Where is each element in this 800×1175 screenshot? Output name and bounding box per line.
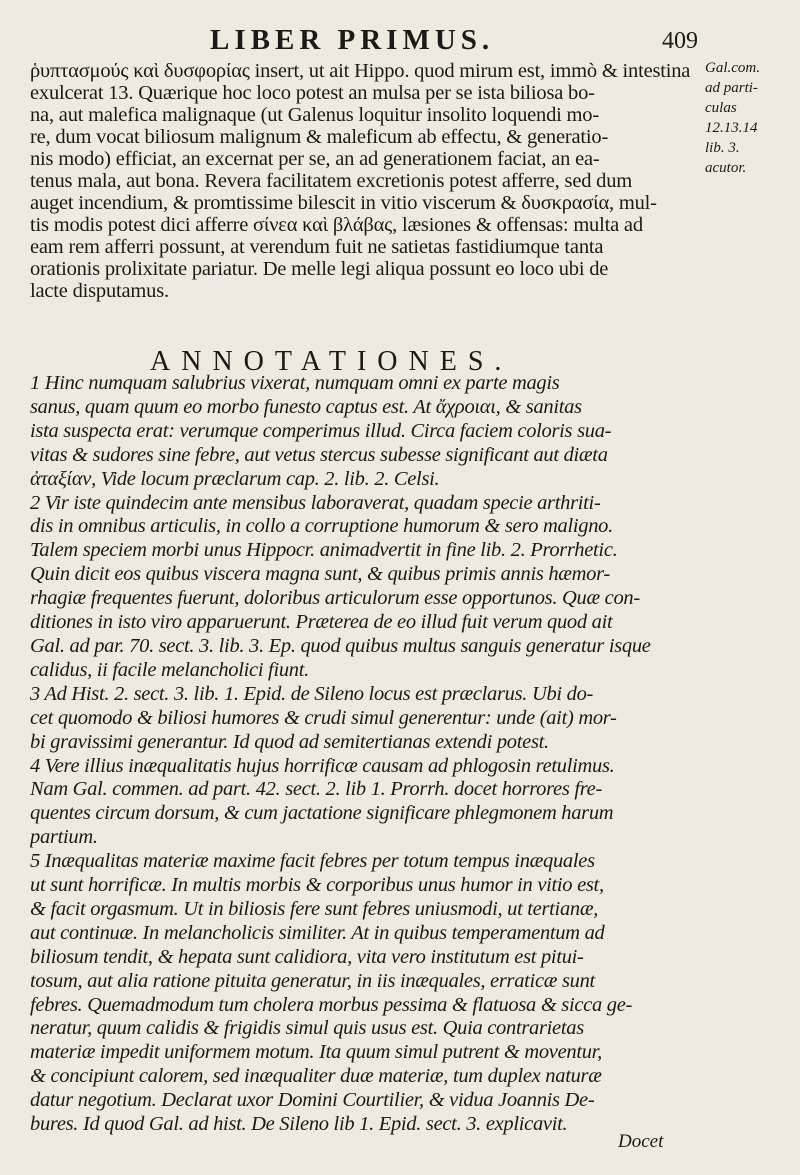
text-line: nis modo) efficiat, an excernat per se, an ad generationem faciat, an ea- bbox=[30, 148, 600, 170]
annotation-line: vitas & sudores sine febre, aut vetus stercus subesse significant aut diæta bbox=[30, 443, 608, 466]
text-line: lacte disputamus. bbox=[30, 280, 169, 302]
running-head-title: LIBER PRIMUS. bbox=[210, 24, 495, 56]
annotation-line: dis in omnibus articulis, in collo a corruptione humorum & sero maligno. bbox=[30, 515, 613, 538]
annotation-line: & facit orgasmum. Ut in biliosis fere sunt febres uniusmodi, ut tertianæ, bbox=[30, 897, 599, 920]
annotation-line: datur negotium. Declarat uxor Domini Courtilier, & vidua Joannis De- bbox=[30, 1089, 595, 1112]
annotation-line: 4 Vere illius inæqualitatis hujus horrificæ causam ad phlogosin retulimus. bbox=[30, 754, 615, 777]
annotation-line: Nam Gal. commen. ad part. 42. sect. 2. lib 1. Prorrh. docet horrores fre- bbox=[30, 778, 602, 801]
annotation-line: aut continuæ. In melancholicis similiter. At in quibus temperamentum ad bbox=[30, 921, 605, 944]
annotation-line: & concipiunt calorem, sed inæqualiter duæ materiæ, tum duplex naturæ bbox=[30, 1065, 602, 1088]
annotation-line: cet quomodo & biliosi humores & crudi simul generentur: unde (ait) mor- bbox=[30, 706, 617, 729]
marginal-note-line: ad parti- bbox=[705, 80, 758, 96]
annotation-line: partium. bbox=[30, 826, 98, 849]
annotation-line: sanus, quam quum eo morbo funesto captus est. At ἄχροιαι, & sanitas bbox=[30, 395, 582, 418]
annotation-line: rhagiæ frequentes fuerunt, doloribus articulorum esse opportunos. Quæ con- bbox=[30, 587, 640, 610]
text-line: exulcerat 13. Quærique hoc loco potest an mulsa per se ista biliosa bo- bbox=[30, 82, 595, 104]
annotation-line: quentes circum dorsum, & cum jactatione significare phlegmonem harum bbox=[30, 802, 614, 825]
annotation-line: febres. Quemadmodum tum cholera morbus pessima & flatuosa & sicca ge- bbox=[30, 993, 633, 1016]
text-line: na, aut malefica malignaque (ut Galenus loquitur insolito loquendi mo- bbox=[30, 104, 599, 126]
marginal-note-line: 12.13.14 bbox=[705, 120, 758, 136]
annotation-line: materiæ impedit uniformem motum. Ita quum simul putrent & moventur, bbox=[30, 1041, 602, 1064]
marginal-note-line: acutor. bbox=[705, 160, 747, 176]
annotation-line: 3 Ad Hist. 2. sect. 3. lib. 1. Epid. de Sileno locus est præclarus. Ubi do- bbox=[30, 682, 594, 705]
text-line: tis modis potest dici afferre σίνεα καὶ βλάβας, læsiones & offensas: multa ad bbox=[30, 214, 643, 236]
annotations bbox=[30, 372, 710, 1137]
annotation-line: Talem speciem morbi unus Hippocr. animadvertit in fine lib. 2. Prorrhetic. bbox=[30, 539, 618, 562]
annotation-line: ditiones in isto viro apparuerunt. Præterea de eo illud fuit verum quod ait bbox=[30, 611, 613, 634]
text-line: re, dum vocat biliosum malignum & maleficum ab effectu, & generatio- bbox=[30, 126, 609, 148]
marginal-note-line: lib. 3. bbox=[705, 140, 740, 156]
annotation-line: bures. Id quod Gal. ad hist. De Sileno lib 1. Epid. sect. 3. explicavit. bbox=[30, 1113, 568, 1136]
annotation-line: ἀταξίαν, Vide locum præclarum cap. 2. lib. 2. Celsi. bbox=[30, 467, 440, 490]
annotation-line: biliosum tendit, & hepata sunt calidiora, vita vero institutum est pitui- bbox=[30, 945, 584, 968]
catchword: Docet bbox=[618, 1131, 664, 1152]
marginal-note-line: culas bbox=[705, 100, 737, 116]
annotation-line: 5 Inæqualitas materiæ maxime facit febres per totum tempus inæquales bbox=[30, 850, 595, 873]
annotation-line: Quin dicit eos quibus viscera magna sunt, & quibus primis annis hæmor- bbox=[30, 563, 610, 586]
marginal-note bbox=[705, 58, 800, 178]
annotation-line: neratur, quum calidis & frigidis simul quis usus est. Quia contrarietas bbox=[30, 1017, 584, 1040]
annotation-line: Gal. ad par. 70. sect. 3. lib. 3. Ep. quod quibus multus sanguis generatur isque bbox=[30, 634, 651, 657]
text-line: ῥυπτασμούς καὶ δυσφορίας insert, ut ait Hippo. quod mirum est, immò & intestina bbox=[30, 60, 691, 82]
text-line: eam rem afferri possunt, at verendum fuit ne satietas fastidiumque tanta bbox=[30, 236, 604, 258]
text-line: auget incendium, & promtissime bilescit in vitio viscerum & δυσκρασία, mul- bbox=[30, 192, 657, 214]
text-line: orationis prolixitate pariatur. De melle legi aliqua possunt eo loco ubi de bbox=[30, 258, 609, 280]
running-head bbox=[0, 20, 800, 60]
page-number: 409 bbox=[662, 28, 698, 54]
section-heading: ANNOTATIONES. bbox=[150, 346, 513, 377]
annotation-line: calidus, ii facile melancholici fiunt. bbox=[30, 658, 309, 681]
annotation-line: ista suspecta erat: verumque comperimus illud. Circa faciem coloris sua- bbox=[30, 419, 612, 442]
main-text bbox=[30, 60, 708, 302]
annotation-line: 2 Vir iste quindecim ante mensibus laboraverat, quadam specie arthriti- bbox=[30, 491, 601, 514]
annotation-line: 1 Hinc numquam salubrius vixerat, numquam omni ex parte magis bbox=[30, 372, 560, 394]
text-line: tenus mala, aut bona. Revera facilitatem excretionis potest afferre, sed dum bbox=[30, 170, 633, 192]
annotation-line: tosum, aut alia ratione pituita generatur, in iis inæquales, erraticæ sunt bbox=[30, 969, 595, 992]
annotation-line: bi gravissimi generantur. Id quod ad semitertianas extendi potest. bbox=[30, 730, 549, 753]
marginal-note-line: Gal.com. bbox=[705, 60, 760, 76]
annotation-line: ut sunt horrificæ. In multis morbis & corporibus unus humor in vitio est, bbox=[30, 874, 604, 897]
